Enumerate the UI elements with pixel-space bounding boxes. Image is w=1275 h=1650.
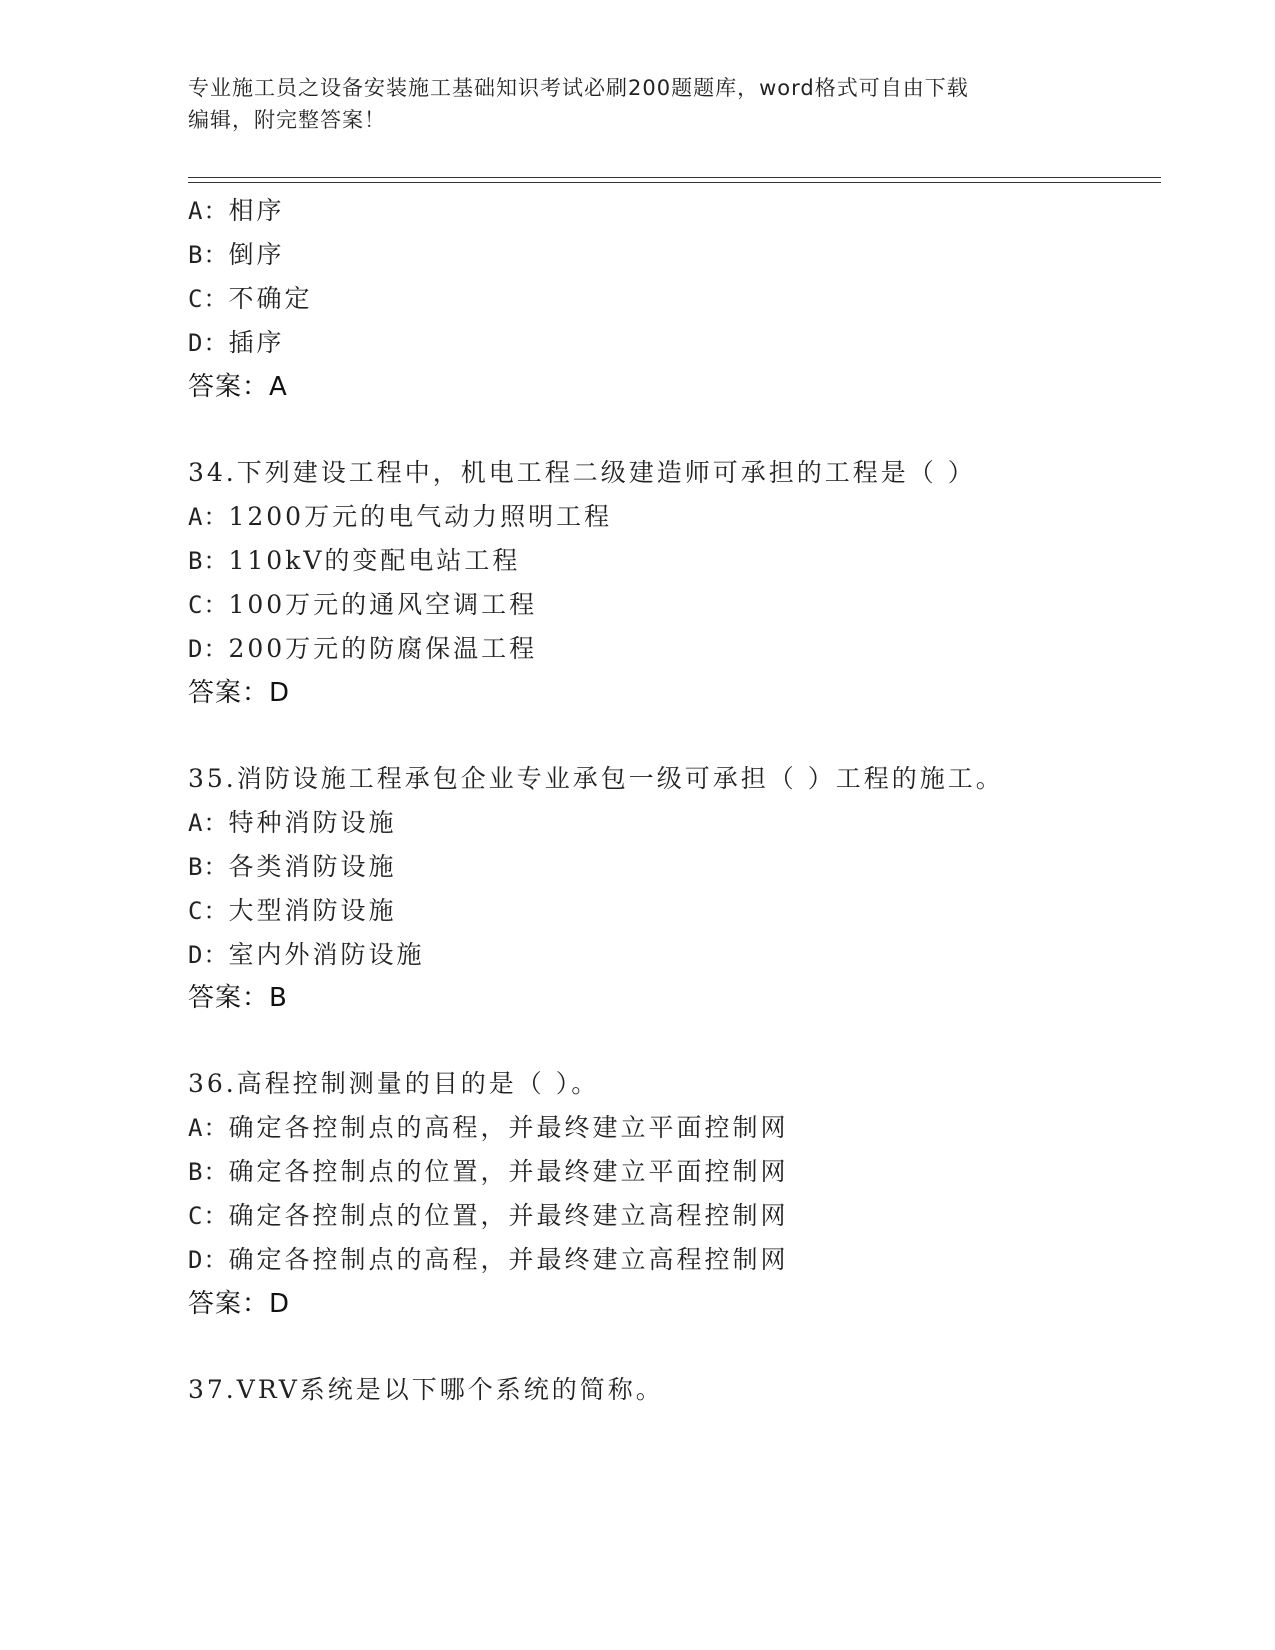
option-label: D： xyxy=(188,329,229,357)
q36-option-d xyxy=(188,1240,788,1276)
option-text: 不确定 xyxy=(228,284,313,313)
option-text: 相序 xyxy=(228,196,285,225)
header-divider-bottom xyxy=(188,182,1161,183)
header-line-1: 专业施工员之设备安装施工基础知识考试必刷200题题库，word格式可自由下载 xyxy=(188,76,969,100)
option-label: A： xyxy=(188,503,229,531)
q35-option-b xyxy=(188,847,396,883)
option-label: C： xyxy=(188,591,229,619)
option-text: 110kV的变配电站工程 xyxy=(228,546,521,575)
q37-question: 37.VRV系统是以下哪个系统的简称。 xyxy=(188,1375,664,1404)
option-label: C： xyxy=(188,1202,229,1230)
option-label: C： xyxy=(188,285,229,313)
option-label: B： xyxy=(188,547,229,575)
option-text: 各类消防设施 xyxy=(228,852,397,881)
option-text: 确定各控制点的位置，并最终建立高程控制网 xyxy=(228,1201,789,1230)
option-label: B： xyxy=(188,241,229,269)
q35-answer: 答案：B xyxy=(188,983,288,1013)
q34-question: 34.下列建设工程中，机电工程二级建造师可承担的工程是（ ） xyxy=(188,458,976,487)
q36-answer: 答案：D xyxy=(188,1289,291,1319)
header-divider-top xyxy=(188,177,1161,178)
option-label: A： xyxy=(188,197,229,225)
q34-option-a xyxy=(188,497,612,533)
q36-question: 36.高程控制测量的目的是（ ）。 xyxy=(188,1069,600,1098)
q33-option-d xyxy=(188,323,284,359)
option-text: 倒序 xyxy=(228,240,285,269)
header-line-2: 编辑，附完整答案！ xyxy=(188,108,386,132)
option-text: 确定各控制点的高程，并最终建立高程控制网 xyxy=(228,1245,789,1274)
option-text: 100万元的通风空调工程 xyxy=(228,590,538,619)
q35-option-c xyxy=(188,891,396,927)
option-label: D： xyxy=(188,941,229,969)
option-text: 插序 xyxy=(228,328,285,357)
q34-option-b xyxy=(188,541,520,577)
q35-option-a xyxy=(188,803,396,839)
option-text: 大型消防设施 xyxy=(228,896,397,925)
document-header xyxy=(188,72,1078,136)
option-text: 室内外消防设施 xyxy=(228,940,425,969)
option-text: 确定各控制点的高程，并最终建立平面控制网 xyxy=(228,1113,789,1142)
q36-option-a xyxy=(188,1108,788,1144)
q33-option-a xyxy=(188,191,284,227)
option-label: A： xyxy=(188,1114,229,1142)
option-text: 1200万元的电气动力照明工程 xyxy=(228,502,613,531)
option-text: 特种消防设施 xyxy=(228,808,397,837)
q36-option-c xyxy=(188,1196,788,1232)
q33-answer: 答案：A xyxy=(188,372,288,402)
option-text: 确定各控制点的位置，并最终建立平面控制网 xyxy=(228,1157,789,1186)
q34-answer: 答案：D xyxy=(188,678,291,708)
option-label: D： xyxy=(188,1246,229,1274)
option-label: D： xyxy=(188,635,229,663)
q34-option-d xyxy=(188,629,537,665)
q35-option-d xyxy=(188,935,424,971)
q36-option-b xyxy=(188,1152,788,1188)
q33-option-b xyxy=(188,235,284,271)
option-label: C： xyxy=(188,897,229,925)
q35-question: 35.消防设施工程承包企业专业承包一级可承担（ ）工程的施工。 xyxy=(188,764,1004,793)
option-label: A： xyxy=(188,809,229,837)
option-text: 200万元的防腐保温工程 xyxy=(228,634,538,663)
option-label: B： xyxy=(188,1158,229,1186)
q33-option-c xyxy=(188,279,312,315)
q34-option-c xyxy=(188,585,537,621)
option-label: B： xyxy=(188,853,229,881)
